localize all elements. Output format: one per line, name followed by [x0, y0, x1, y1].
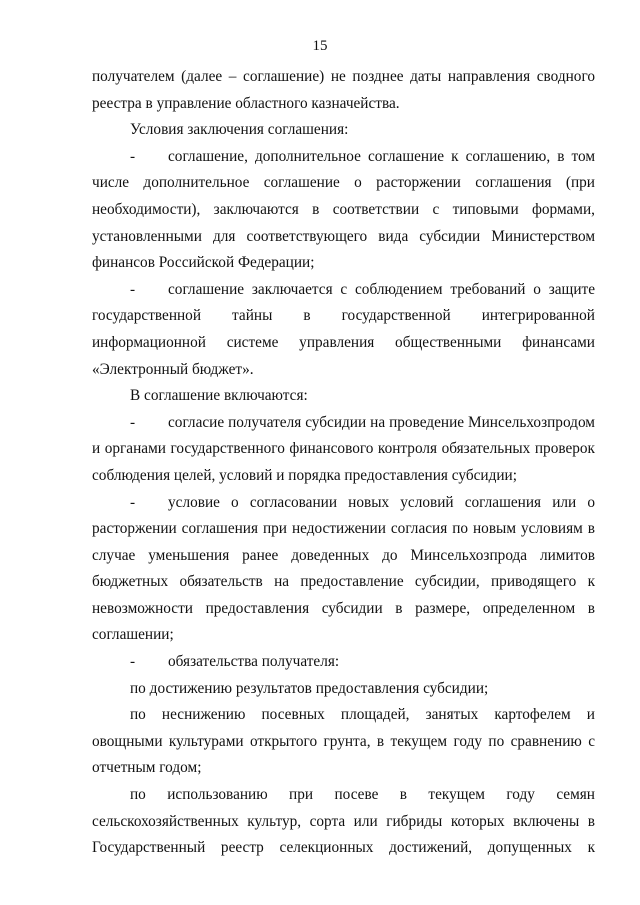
- dash-marker: -: [130, 280, 136, 298]
- dash-marker: -: [130, 493, 136, 511]
- paragraph-sown-areas: по неснижению посевных площадей, занятых картофелем и овощными культурами открытого грунта, в текущем году по сравнению с отчетным годом;: [92, 706, 595, 777]
- list-item-text: соглашение, дополнительное соглашение к соглашению, в том числе дополнительное соглашение о расторжении соглашения (при необходимости), заключаются в соответствии с типовыми формами, установленными для соответствующего вида субсидии Министерством финансов Российской Федерации;: [92, 147, 595, 272]
- list-item-agreement-forms: [92, 144, 595, 277]
- list-item-consent: [92, 410, 595, 490]
- page-number: 15: [312, 38, 328, 54]
- dash-marker: -: [130, 653, 136, 671]
- dash-marker: -: [130, 147, 136, 165]
- list-item-state-secret: [92, 277, 595, 383]
- paragraph-continuation: получателем (далее – соглашение) не позднее даты направления сводного реестра в управление областного казначейства.: [92, 68, 595, 112]
- paragraph-results: по достижению результатов предоставления субсидии;: [130, 679, 489, 697]
- list-item-text: соглашение заключается с соблюдением требований о защите государственной тайны в государственной интегрированной информационной системе управления общественными финансами «Электронный бюджет».: [92, 280, 595, 378]
- paragraph-conditions-heading: Условия заключения соглашения:: [130, 121, 349, 139]
- dash-marker: -: [130, 413, 136, 431]
- paragraph-included-heading: В соглашение включаются:: [130, 387, 308, 405]
- paragraph-seeds: по использованию при посеве в текущем году семян сельскохозяйственных культур, сорта или гибриды которых включены в Государственный реестр селекционных достижений, допущенных к: [92, 786, 595, 857]
- list-item-text: согласие получателя субсидии на проведение Минсельхозпродом и органами государственного финансового контроля обязательных проверок соблюдения целей, условий и порядка предоставления субсидии;: [92, 413, 595, 484]
- document-body: [92, 64, 595, 862]
- list-item-new-conditions: [92, 490, 595, 650]
- list-item-text: условие о согласовании новых условий соглашения или о расторжении соглашения при недостижении согласия по новым условиям в случае уменьшения ранее доведенных до Минсельхозпрода лимитов бюджетных обязательств на предоставление субсидии, приводящего к невозможности предоставления субсидии в размере, определенном в соглашении;: [92, 493, 595, 644]
- list-item-obligations: [92, 649, 595, 676]
- list-item-text: обязательства получателя:: [168, 653, 340, 671]
